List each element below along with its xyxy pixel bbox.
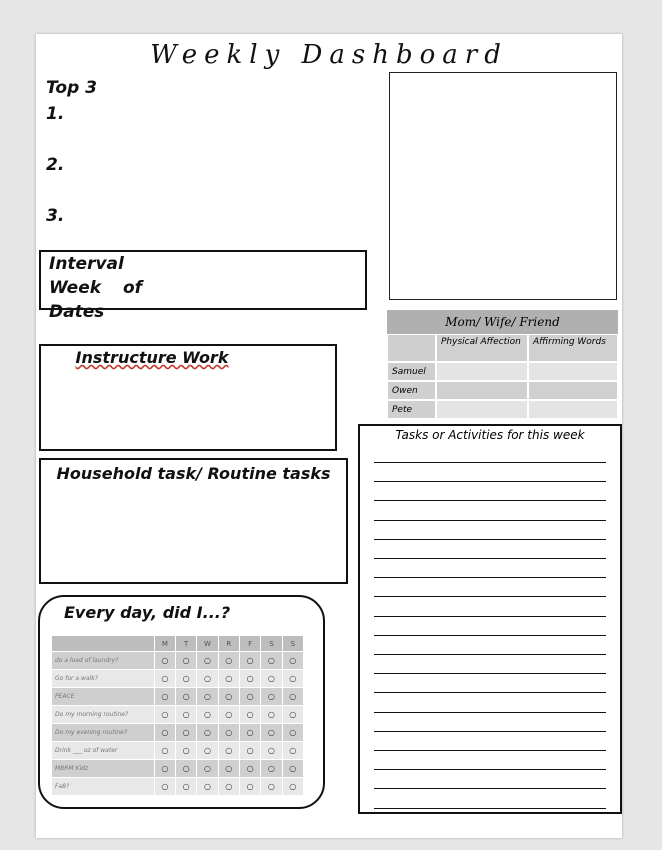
habit-checkbox[interactable]: ○ [154,760,175,778]
task-line[interactable] [374,596,606,597]
habit-row [52,778,304,796]
everyday-title: Every day, did I...? [64,603,231,622]
tasks-box [358,424,622,814]
habit-checkbox[interactable]: ○ [154,742,175,760]
top3-item-2: 2. [46,155,65,175]
habit-row [52,706,304,724]
task-line[interactable] [374,520,606,521]
task-line[interactable] [374,616,606,617]
habit-checkbox[interactable]: ○ [176,688,197,706]
habit-checkbox[interactable]: ○ [282,688,303,706]
task-line[interactable] [374,788,606,789]
day-header: M [154,636,175,652]
day-header: T [176,636,197,652]
habit-checkbox[interactable]: ○ [282,670,303,688]
habit-label: PEACE [52,688,155,706]
interval-box [39,250,367,322]
day-header: R [218,636,239,652]
habit-checkbox[interactable]: ○ [239,760,260,778]
task-line[interactable] [374,750,606,751]
task-line[interactable] [374,481,606,482]
day-header: S [282,636,303,652]
cell[interactable] [528,362,618,381]
task-line[interactable] [374,539,606,540]
habit-checkbox[interactable]: ○ [261,778,282,796]
habit-header-corner [52,636,155,652]
household-box [39,458,348,584]
mom-table-header-row [387,334,618,362]
habit-label: Do my evening routine? [52,724,155,742]
task-line[interactable] [374,500,606,501]
mom-wife-friend-table [387,310,618,419]
mom-table-title: Mom/ Wife/ Friend [387,310,618,334]
habit-checkbox[interactable]: ○ [261,706,282,724]
cell[interactable] [528,400,618,419]
col-physical-affection: Physical Affection [436,334,528,362]
habit-checkbox[interactable]: ○ [197,778,218,796]
day-header: F [239,636,260,652]
habit-checkbox[interactable]: ○ [197,670,218,688]
habit-checkbox[interactable]: ○ [239,670,260,688]
habit-checkbox[interactable]: ○ [154,652,175,670]
habit-checkbox[interactable]: ○ [239,742,260,760]
habit-checkbox[interactable]: ○ [282,724,303,742]
row-label: Pete [387,400,436,419]
everyday-box [38,595,325,809]
habit-checkbox[interactable]: ○ [261,670,282,688]
habit-checkbox[interactable]: ○ [261,688,282,706]
mom-table-corner [387,334,436,362]
habit-checkbox[interactable]: ○ [197,688,218,706]
instructure-box [39,344,337,451]
task-line[interactable] [374,769,606,770]
of-label: of [123,278,143,298]
mom-table-row [387,400,618,419]
household-title: Household task/ Routine tasks [56,464,331,483]
habit-checkbox[interactable]: ○ [239,706,260,724]
habit-checkbox[interactable]: ○ [176,706,197,724]
cell[interactable] [436,362,528,381]
habit-checkbox[interactable]: ○ [261,652,282,670]
habit-checkbox[interactable]: ○ [176,670,197,688]
instructure-title: Instructure Work [75,348,229,367]
task-line[interactable] [374,712,606,713]
habit-checkbox[interactable]: ○ [239,688,260,706]
habit-checkbox[interactable]: ○ [218,706,239,724]
habit-row [52,688,304,706]
row-label: Samuel [387,362,436,381]
habit-checkbox[interactable]: ○ [176,724,197,742]
task-line[interactable] [374,577,606,578]
top3-item-3: 3. [46,206,65,226]
habit-row [52,724,304,742]
col-affirming-words: Affirming Words [528,334,618,362]
habit-header-row [52,636,304,652]
cell[interactable] [528,381,618,400]
habit-checkbox[interactable]: ○ [282,706,303,724]
dates-label: Dates [49,302,105,322]
task-line[interactable] [374,462,606,463]
habit-checkbox[interactable]: ○ [239,724,260,742]
top3-label: Top 3 [46,78,97,98]
task-line[interactable] [374,654,606,655]
habit-label: Fa8? [52,778,155,796]
habit-row [52,670,304,688]
week-label: Week [49,278,102,298]
habit-checkbox[interactable]: ○ [197,652,218,670]
habit-checkbox[interactable]: ○ [282,742,303,760]
habit-row [52,742,304,760]
habit-label: Go for a walk? [52,670,155,688]
habit-checkbox[interactable]: ○ [197,760,218,778]
task-line[interactable] [374,635,606,636]
row-label: Owen [387,381,436,400]
habit-checkbox[interactable]: ○ [176,760,197,778]
habit-label: Do my morning routine? [52,706,155,724]
habit-checkbox[interactable]: ○ [197,742,218,760]
habit-checkbox[interactable]: ○ [282,760,303,778]
habit-checkbox[interactable]: ○ [176,652,197,670]
habit-tracker-table [51,635,304,796]
habit-checkbox[interactable]: ○ [176,778,197,796]
habit-label: MBRM Kidz [52,760,155,778]
interval-label: Interval [49,254,124,274]
habit-checkbox[interactable]: ○ [154,706,175,724]
habit-checkbox[interactable]: ○ [218,742,239,760]
photo-box [389,72,617,300]
habit-checkbox[interactable]: ○ [261,760,282,778]
dashboard-page [36,34,622,838]
habit-checkbox[interactable]: ○ [154,670,175,688]
day-header: S [261,636,282,652]
task-line[interactable] [374,808,606,809]
day-header: W [197,636,218,652]
task-line[interactable] [374,731,606,732]
task-line[interactable] [374,692,606,693]
habit-checkbox[interactable]: ○ [261,742,282,760]
mom-table-row [387,381,618,400]
top3-item-1: 1. [46,104,65,124]
habit-checkbox[interactable]: ○ [239,652,260,670]
habit-row [52,760,304,778]
habit-checkbox[interactable]: ○ [218,652,239,670]
habit-checkbox[interactable]: ○ [154,688,175,706]
habit-checkbox[interactable]: ○ [282,652,303,670]
habit-label: do a load of laundry? [52,652,155,670]
habit-row [52,652,304,670]
habit-label: Drink ___ oz of water [52,742,155,760]
habit-checkbox[interactable]: ○ [218,724,239,742]
habit-body [52,652,304,796]
habit-checkbox[interactable]: ○ [218,760,239,778]
habit-checkbox[interactable]: ○ [154,724,175,742]
mom-table-row [387,362,618,381]
page-title: Weekly Dashboard [150,40,508,70]
habit-checkbox[interactable]: ○ [218,688,239,706]
habit-checkbox[interactable]: ○ [197,706,218,724]
cell[interactable] [436,400,528,419]
task-line[interactable] [374,673,606,674]
habit-checkbox[interactable]: ○ [176,742,197,760]
habit-checkbox[interactable]: ○ [218,670,239,688]
tasks-title: Tasks or Activities for this week [395,428,585,442]
habit-checkbox[interactable]: ○ [197,724,218,742]
habit-checkbox[interactable]: ○ [282,778,303,796]
cell[interactable] [436,381,528,400]
habit-checkbox[interactable]: ○ [239,778,260,796]
habit-checkbox[interactable]: ○ [218,778,239,796]
habit-checkbox[interactable]: ○ [154,778,175,796]
task-line[interactable] [374,558,606,559]
habit-checkbox[interactable]: ○ [261,724,282,742]
